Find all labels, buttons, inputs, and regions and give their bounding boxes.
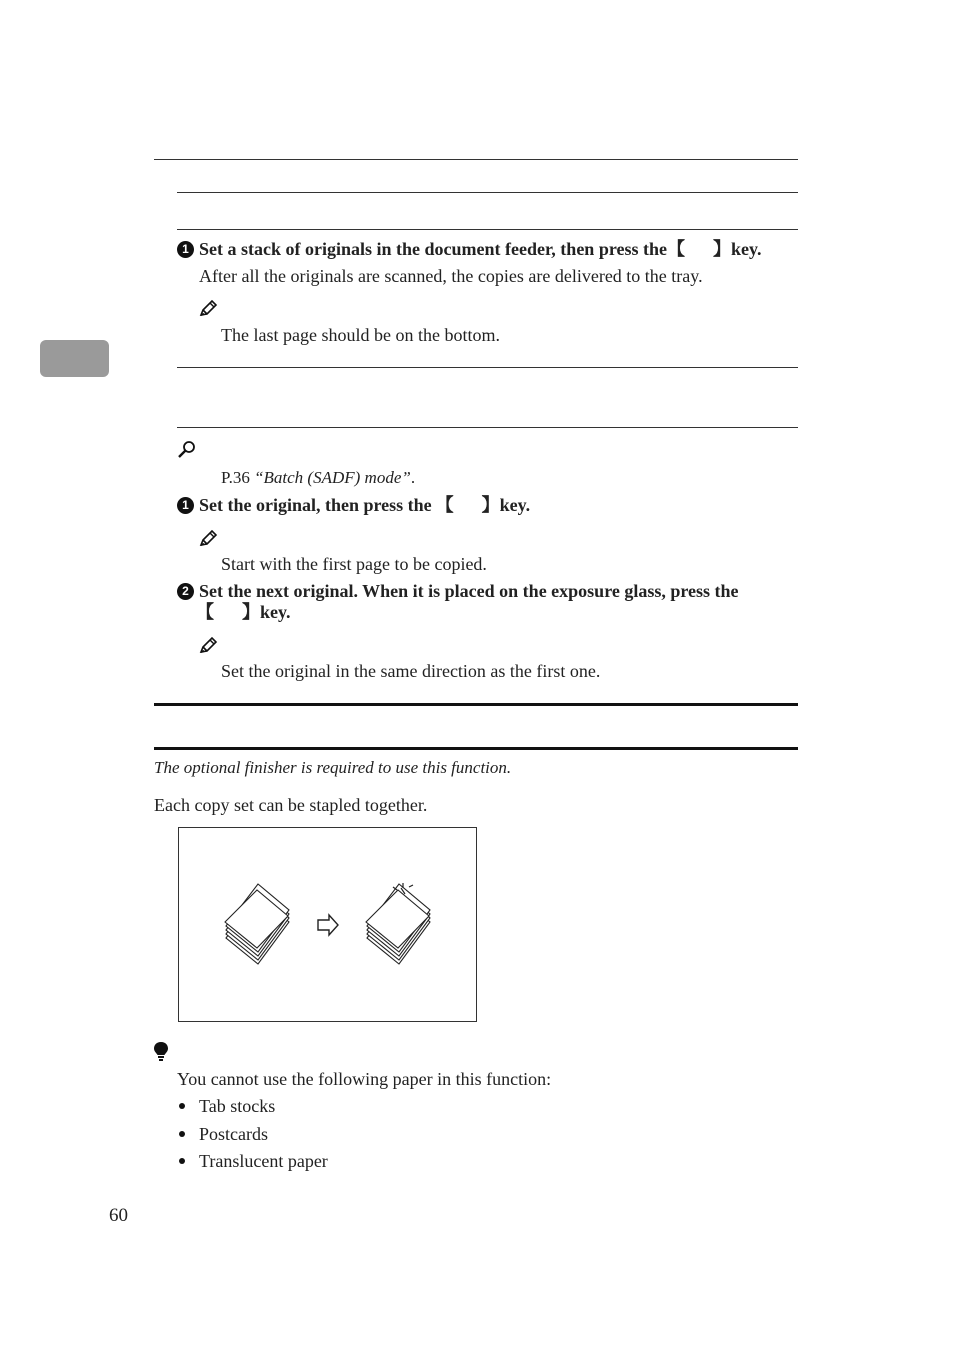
key-bracket-open: 【 — [666, 239, 685, 259]
step-number-1: 1 — [177, 241, 194, 258]
key-bracket-close: 】 — [481, 495, 500, 515]
staple-illustration — [178, 827, 477, 1022]
section-rule-2 — [177, 229, 798, 230]
reference-page: P.36 — [221, 468, 255, 487]
arrow-right-icon — [318, 915, 338, 935]
thick-rule-2 — [154, 747, 798, 750]
sadf-step2-instruction — [199, 580, 798, 602]
instruction-text: Set the original, then press the — [199, 495, 432, 515]
limitation-intro: You cannot use the following paper in this function: — [177, 1069, 552, 1089]
page-number: 60 — [109, 1205, 128, 1226]
limitation-item: Tab stocks — [199, 1096, 276, 1116]
staple-illustration-drawing — [179, 828, 476, 1021]
limitation-item: Postcards — [199, 1124, 268, 1144]
bullet — [179, 1103, 185, 1109]
step-number-2: 2 — [177, 583, 194, 600]
sadf-step2-key — [196, 601, 291, 623]
sadf-step2-note: Set the original in the same direction as the first one. — [221, 661, 601, 681]
sadf-step1-note: Start with the first page to be copied. — [221, 554, 487, 574]
key-bracket-close: 】 — [242, 602, 260, 622]
limitation-item: Translucent paper — [199, 1151, 328, 1171]
bullet — [179, 1158, 185, 1164]
reference-suffix: . — [410, 468, 416, 487]
staple-requirement: The optional finisher is required to use this function. — [154, 758, 512, 777]
top-rule — [154, 159, 798, 160]
paper-stack-icon — [225, 884, 289, 964]
bullet — [179, 1131, 185, 1137]
instruction-text: Set a stack of originals in the document feeder, then press the — [199, 239, 667, 259]
key-bracket-open: 【 — [196, 602, 214, 622]
sadf-reference — [221, 467, 415, 489]
limitation-bulb-icon — [153, 1041, 169, 1068]
reference-magnifier-icon — [177, 440, 197, 465]
section-rule-3 — [177, 367, 798, 368]
staple-description: Each copy set can be stapled together. — [154, 795, 428, 815]
batch-step1-instruction — [199, 238, 762, 260]
instruction-key-word: key. — [260, 602, 291, 622]
batch-step1-result: After all the originals are scanned, the copies are delivered to the tray. — [199, 266, 703, 286]
instruction-key-word: key. — [499, 495, 531, 515]
section-rule-1 — [177, 192, 798, 193]
sadf-step1-instruction — [199, 494, 530, 516]
key-bracket-close: 】 — [712, 239, 731, 259]
key-bracket-open: 【 — [435, 495, 454, 515]
reference-title: “Batch (SADF) mode” — [254, 468, 411, 487]
thick-rule-1 — [154, 703, 798, 706]
step-number-1: 1 — [177, 497, 194, 514]
instruction-text: Set the next original. When it is placed on the exposure glass, press the — [199, 581, 739, 601]
chapter-tab — [40, 340, 109, 377]
instruction-key-word: key. — [730, 239, 762, 259]
stapled-stack-icon — [366, 884, 430, 964]
batch-step1-note: The last page should be on the bottom. — [221, 325, 500, 345]
note-pencil-icon — [199, 529, 219, 552]
section-rule-4 — [177, 427, 798, 428]
note-pencil-icon — [199, 299, 219, 322]
note-pencil-icon — [199, 636, 219, 659]
